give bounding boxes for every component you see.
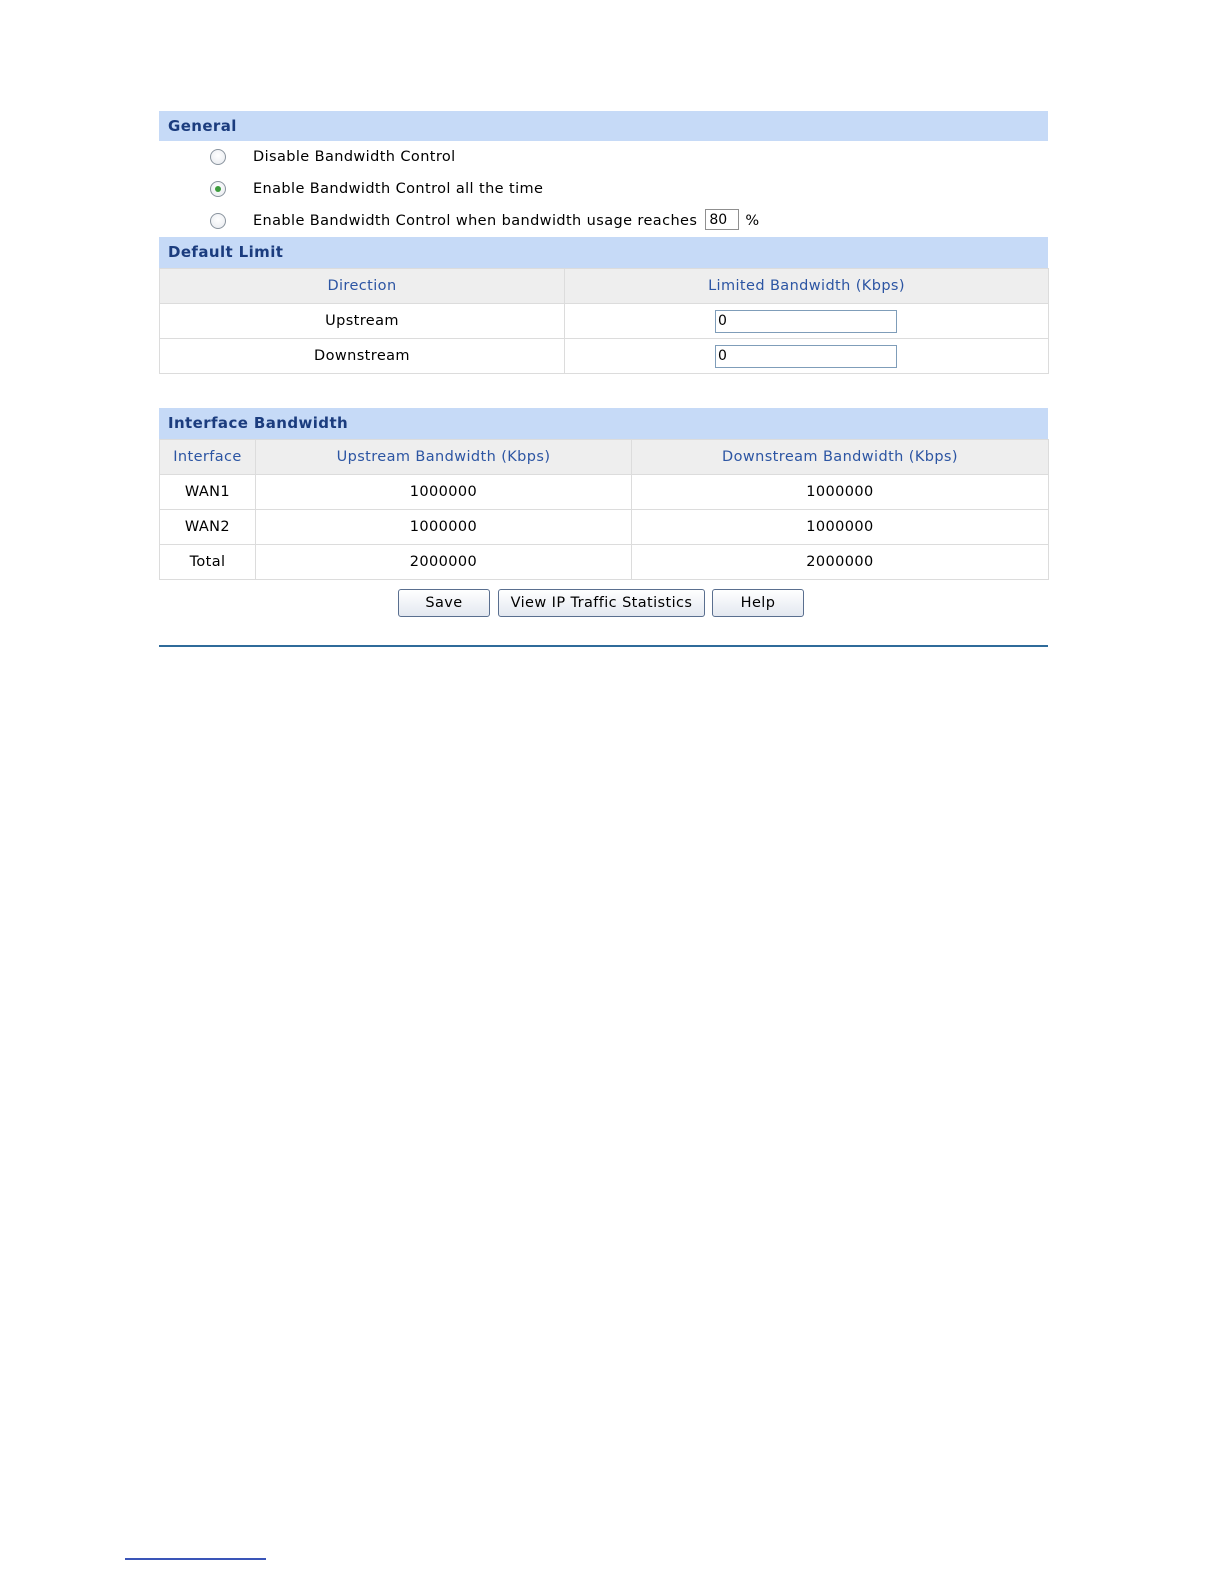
interface-name-cell: WAN1 — [160, 475, 256, 510]
interface-bandwidth-section-header: Interface Bandwidth — [159, 408, 1048, 439]
downstream-limit-input[interactable] — [715, 345, 897, 368]
enable-always-radio[interactable] — [210, 181, 226, 197]
downstream-limit-cell — [565, 339, 1049, 374]
disable-bandwidth-label[interactable]: Disable Bandwidth Control — [253, 149, 456, 165]
interface-name-cell: Total — [160, 545, 256, 580]
page-footer-rule — [125, 1558, 266, 1560]
panel-bottom-divider — [159, 645, 1048, 647]
save-button[interactable]: Save — [398, 589, 490, 617]
limited-bandwidth-column-header: Limited Bandwidth (Kbps) — [565, 269, 1049, 304]
threshold-input[interactable] — [705, 209, 739, 230]
interface-bandwidth-table — [159, 439, 1049, 580]
upstream-limit-cell — [565, 304, 1049, 339]
table-row — [160, 304, 1049, 339]
upstream-value-cell: 1000000 — [256, 510, 632, 545]
direction-column-header: Direction — [160, 269, 565, 304]
option-disable-row — [159, 141, 1048, 173]
table-row — [160, 339, 1049, 374]
downstream-value-cell: 1000000 — [632, 510, 1049, 545]
enable-threshold-radio[interactable] — [210, 213, 226, 229]
threshold-unit: % — [745, 213, 760, 229]
button-bar — [159, 580, 1048, 624]
disable-bandwidth-radio[interactable] — [210, 149, 226, 165]
option-enable-threshold-row — [159, 205, 1048, 237]
section-spacer — [159, 374, 1048, 408]
default-limit-table — [159, 268, 1049, 374]
option-enable-always-row — [159, 173, 1048, 205]
table-row — [160, 545, 1049, 580]
upstream-bandwidth-column-header: Upstream Bandwidth (Kbps) — [256, 440, 632, 475]
table-row — [160, 475, 1049, 510]
downstream-value-cell: 1000000 — [632, 475, 1049, 510]
downstream-direction-cell: Downstream — [160, 339, 565, 374]
interface-name-cell: WAN2 — [160, 510, 256, 545]
enable-threshold-label-group — [253, 205, 760, 237]
view-ip-traffic-statistics-button[interactable]: View IP Traffic Statistics — [498, 589, 705, 617]
downstream-value-cell: 2000000 — [632, 545, 1049, 580]
upstream-value-cell: 1000000 — [256, 475, 632, 510]
upstream-limit-input[interactable] — [715, 310, 897, 333]
interface-column-header: Interface — [160, 440, 256, 475]
general-section-header: General — [159, 111, 1048, 141]
default-limit-header-row — [160, 269, 1049, 304]
bandwidth-control-panel — [159, 111, 1048, 624]
default-limit-section-header: Default Limit — [159, 237, 1048, 268]
enable-always-label[interactable]: Enable Bandwidth Control all the time — [253, 181, 544, 197]
help-button[interactable]: Help — [712, 589, 804, 617]
upstream-direction-cell: Upstream — [160, 304, 565, 339]
downstream-bandwidth-column-header: Downstream Bandwidth (Kbps) — [632, 440, 1049, 475]
interface-header-row — [160, 440, 1049, 475]
upstream-value-cell: 2000000 — [256, 545, 632, 580]
enable-threshold-label[interactable]: Enable Bandwidth Control when bandwidth usage reaches — [253, 213, 698, 229]
table-row — [160, 510, 1049, 545]
